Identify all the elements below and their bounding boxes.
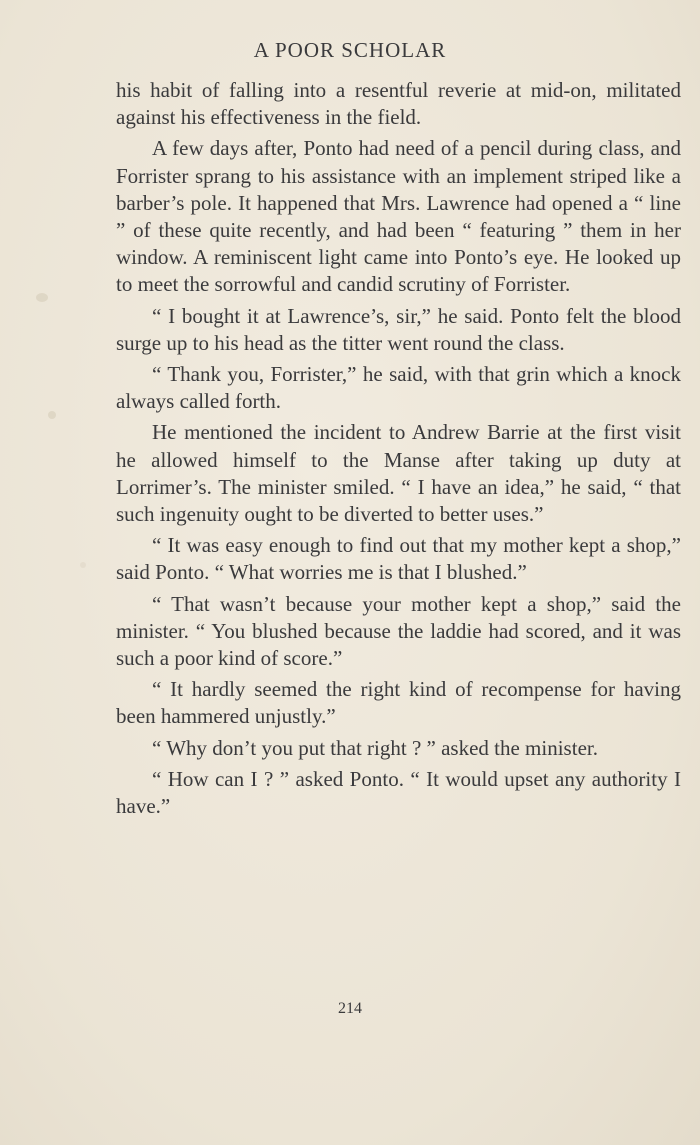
paragraph: “ Why don’t you put that right ? ” asked the minister. [152,735,598,760]
paragraph: “ It hardly seemed the right kind of recompense for having been hammered unjustly.” [116,677,681,729]
body-text [116,77,681,824]
paragraph: “ How can I ? ” asked Ponto. “ It would upset any authority I have.” [116,766,681,819]
paragraph: “ That wasn’t because your mother kept a shop,” said the minister. “ You blushed because the laddie had scored, and it was such a poor kind of score.” [116,591,681,671]
page-number: 214 [338,1000,362,1017]
paragraph: “ It was easy enough to find out that my mother kept a shop,” said Ponto. “ What worries me is that I blushed.” [116,533,681,585]
paragraph: “ I bought it at Lawrence’s, sir,” he said. Ponto felt the blood surge up to his head as the titter went round the class. [116,303,681,355]
paper-spot [36,293,48,302]
paragraph: “ Thank you, Forrister,” he said, with that grin which a knock always called forth. [116,362,681,414]
paper-spot [80,562,86,568]
paragraph: his habit of falling into a resentful reverie at mid-on, militated against his effectiveness in the field. [116,78,681,130]
running-header: A POOR SCHOLAR [253,38,447,62]
paragraph: A few days after, Ponto had need of a pencil during class, and Forrister sprang to his assistance with an implement striped like a barber’s pole. It happened that Mrs. Lawrence had opened a “ line ” of these quite recently, and had been “ featuring ” them in her window. A reminiscent light came into Ponto’s eye. He looked up to meet the sorrowful and candid scrutiny of Forrister. [116,136,681,297]
paragraph: He mentioned the incident to Andrew Barrie at the first visit he allowed himself to the Manse after taking up duty at Lorrimer’s. The minister smiled. “ I have an idea,” he said, “ that such ingenuity ought to be diverted to better uses.” [116,420,681,527]
paper-spot [48,411,56,419]
